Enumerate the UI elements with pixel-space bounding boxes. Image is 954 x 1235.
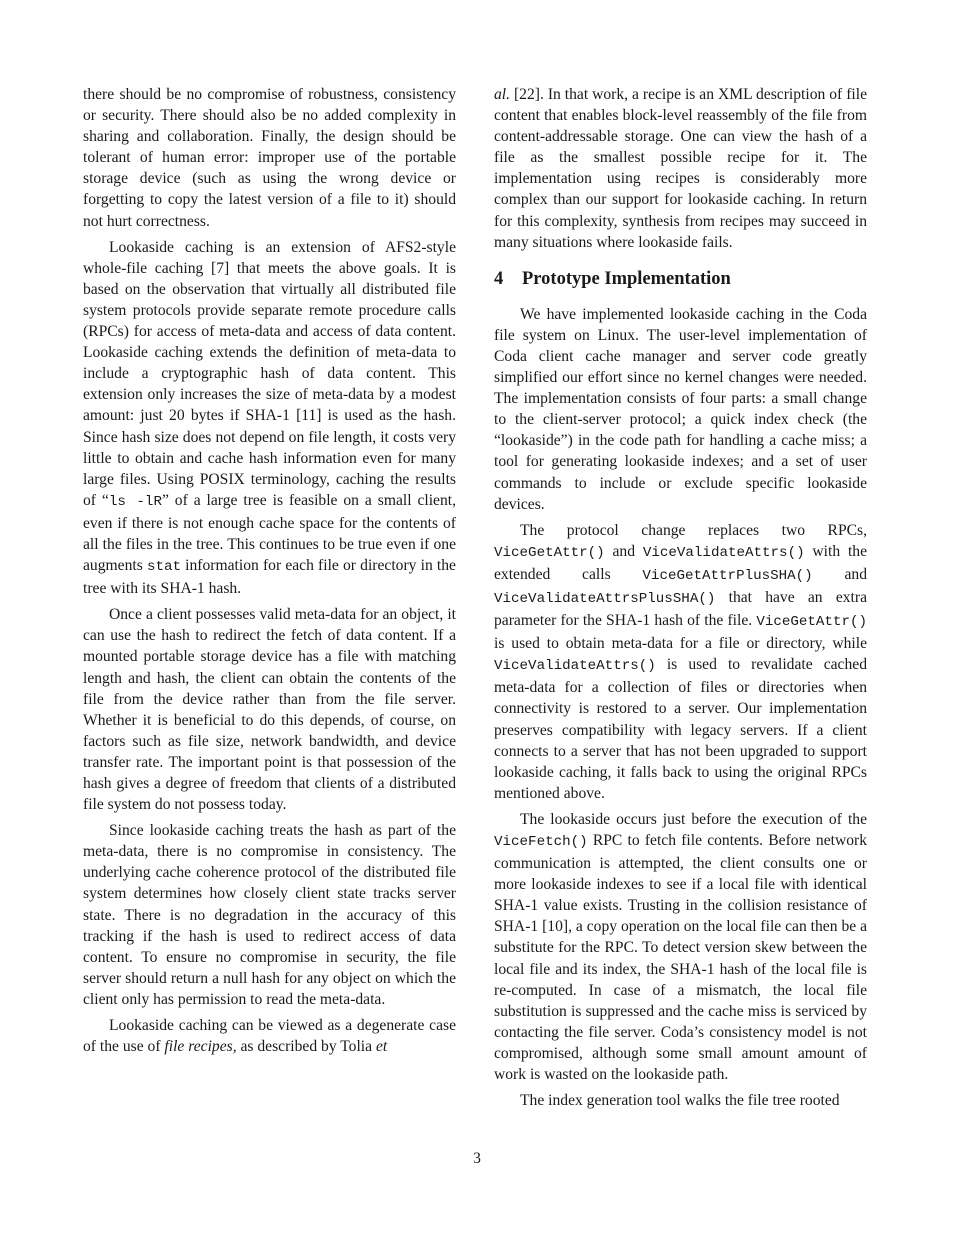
text-run: [22]. In that work, a recipe is an XML description of file content that enables block-level reassembly of the file from content-addressable storage. One can view the hash of a file as the smallest possible recipe for it. The implementation using recipes is considerably more complex than our support for lookaside caching. In return for this complexity, synthesis from recipes may succeed in many situations where lookaside fails.	[494, 86, 867, 251]
code-text: ViceValidateAttrsPlusSHA()	[494, 590, 716, 607]
text-run: and	[812, 565, 867, 583]
text-run: ” of a large tree is feasible on a small client, even if there is not enough cache space for the contents of all the files in the tree. This continues to be true even if one augments	[83, 491, 456, 575]
text-run: is used to obtain meta-data for a file or directory, while	[494, 635, 867, 653]
paragraph	[494, 84, 867, 253]
text-run: Lookaside caching is an extension of AFS2-style whole-file caching [7] that meets the above goals. It is based on the observation that virtually all distributed file system protocols provide separate remote procedure calls (RPCs) for access of meta-data and access of data content. Lookaside caching extends the definition of meta-data to include a cryptographic hash of data content. This extension only increases the size of meta-data by a modest amount: just 20 bytes if SHA-1 [11] is used as the hash. Since hash size does not depend on file length, it costs very little to obtain and cache hash information even for many large files. Using POSIX terminology, caching the results of “	[83, 238, 456, 509]
paragraph	[494, 809, 867, 1085]
text-run: and	[604, 542, 643, 560]
emphasis-text: al.	[494, 86, 511, 103]
paragraph: We have implemented lookaside caching in the Coda file system on Linux. The user-level implementation of Coda client cache manager and server code greatly simplified our effort since no kernel changes were needed. The implementation consists of four parts: a small change to the client-server protocol; a quick index check (the “lookaside”) in the code path for handling a cache miss; a tool for generating lookaside indexes; and a set of user commands to include or exclude specific lookaside devices.	[494, 305, 867, 513]
code-text: ViceValidateAttrs()	[642, 544, 805, 561]
paragraph: Since lookaside caching treats the hash as part of the meta-data, there is no compromise in consistency. The underlying cache coherence protocol of the distributed file system determines how closely client state tracks server state. There is no degradation in the accuracy of this tracking if the hash is used to redirect access of data content. To ensure no compromise in security, the file server should return a null hash for any object on which the client only has permission to read the meta-data.	[83, 822, 456, 1008]
section-heading	[494, 268, 867, 290]
text-run: Lookaside caching can be viewed as a degenerate case of the use of	[83, 1017, 456, 1056]
text-run: with the extended calls	[494, 542, 867, 583]
paragraph	[83, 1015, 456, 1057]
emphasis-text: et	[375, 1038, 388, 1056]
text-run: The protocol change replaces two RPCs,	[520, 521, 867, 539]
code-text: ViceGetAttrPlusSHA()	[642, 567, 813, 584]
text-run: is used to revalidate cached meta-data for a collection of files or directories when connectivity is restored to a server. Our implementation preserves compatibility with legacy servers. If a client connects to a server that has not been upgraded to support lookaside caching, it falls back to using the original RPCs mentioned above.	[494, 656, 867, 802]
paragraph	[83, 237, 456, 600]
right-column	[494, 84, 867, 1116]
code-text: ls -lR	[108, 493, 162, 510]
text-run: information for each file or directory in the tree with its SHA-1 hash.	[83, 557, 456, 598]
section-number: 4	[494, 268, 504, 289]
code-text: ViceFetch()	[494, 834, 588, 850]
section-title: Prototype Implementation	[522, 268, 731, 289]
text-run: RPC to fetch file contents. Before network communication is attempted, the client consults one or more lookaside indexes to see if a local file with identical SHA-1 value exists. Trusting in the collision resistance of SHA-1 [10], a copy operation on the local file can then be a substitute for the RPC. To detect version skew between the local file and its index, the SHA-1 hash of the local file is re-computed. In case of a mismatch, the local file substitution is suppressed and the cache miss is serviced by contacting the file server. Coda’s consistency model is not compromised, although some small amount amount of work is wasted on the lookaside path.	[494, 832, 867, 1084]
code-text: ViceGetAttr()	[756, 614, 867, 631]
text-run: The lookaside occurs just before the execution of the	[520, 810, 867, 828]
emphasis-text: file recipes,	[164, 1038, 237, 1056]
paragraph: there should be no compromise of robustness, consistency or security. There should also be no added complexity in sharing and collaboration. Finally, the design should be tolerant of human error: improper use of the portable storage device (such as using the wrong device or forgetting to copy the latest version of a file to it) should not hurt correctness.	[83, 86, 456, 230]
text-run: that have an extra parameter for the SHA-1 hash of the file.	[494, 588, 867, 630]
page-number: 3	[473, 1150, 481, 1167]
paragraph: The index generation tool walks the file tree rooted	[520, 1092, 840, 1110]
paragraph	[494, 520, 867, 804]
code-text: ViceGetAttr()	[494, 544, 605, 561]
text-run: as described by Tolia	[236, 1038, 376, 1056]
paragraph: Once a client possesses valid meta-data for an object, it can use the hash to redirect the fetch of data content. If a mounted portable storage device has a file with matching length and hash, the client can obtain the contents of the file from the device rather than from the file server. Whether it is beneficial to do this depends, of course, on factors such as file size, network bandwidth, and device transfer rate. The important point is that possession of the hash gives a degree of freedom that clients of a distributed file system do not possess today.	[83, 606, 456, 814]
code-text: ViceValidateAttrs()	[494, 658, 656, 675]
left-column	[83, 84, 456, 1062]
code-text: stat	[146, 559, 181, 576]
